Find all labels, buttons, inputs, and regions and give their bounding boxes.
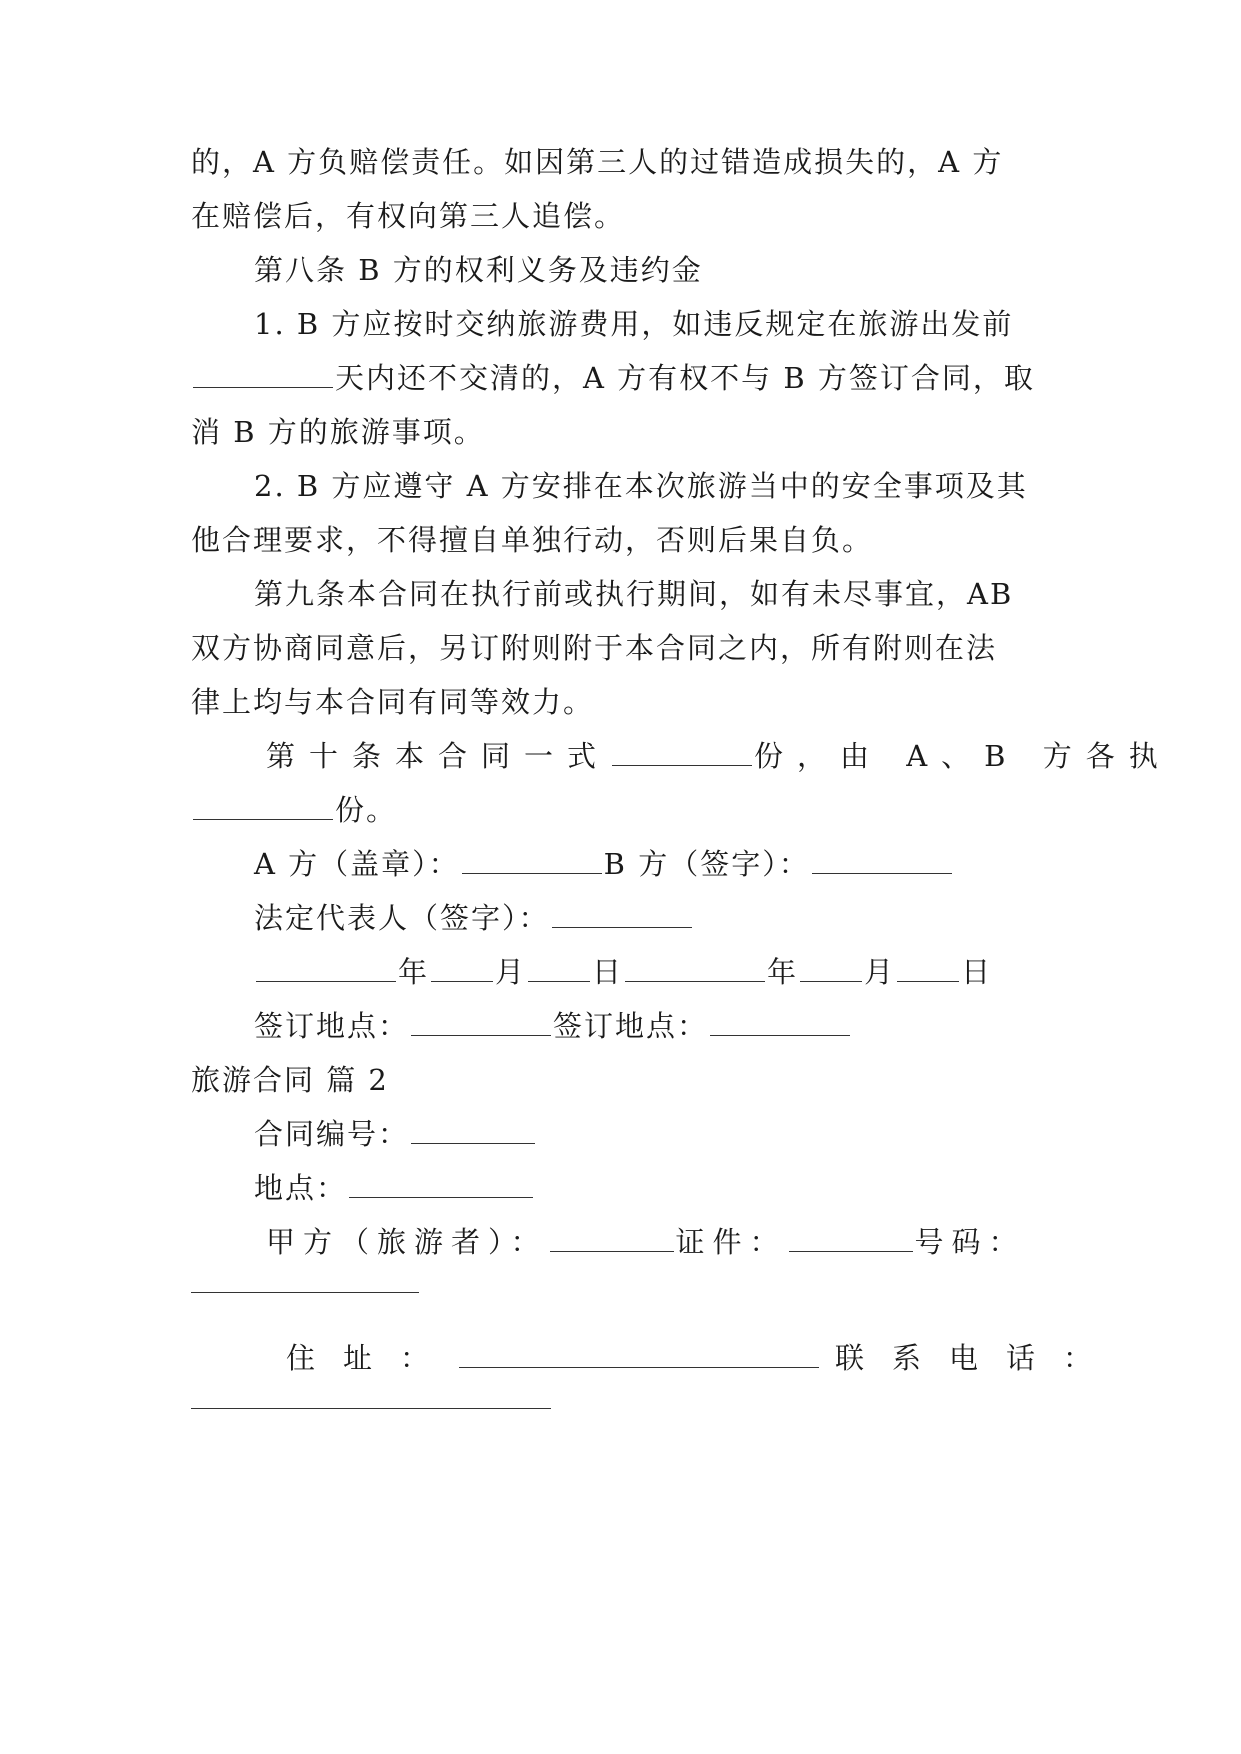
place-field-a[interactable] [411,1009,551,1036]
address-label: 住址： [286,1341,458,1375]
day-label: 日 [961,955,993,989]
article-10-line [266,736,1172,776]
year-label: 年 [398,955,430,989]
contract-no-line [254,1114,1051,1154]
day-field-a[interactable] [528,955,590,982]
paragraph-text: 天内还不交清的，A 方有权不与 B 方签订合同，取 [335,361,1035,395]
contract-no-label: 合同编号： [254,1117,410,1151]
clause10-text-b: 份，由 A、B 方各执 [754,739,1172,773]
address-line [286,1338,1121,1378]
month-label: 月 [864,955,896,989]
clause10-text-c: 份。 [335,793,398,827]
year-label: 年 [767,955,799,989]
article-8-heading: 第八条 B 方的权利义务及违约金 [254,253,703,287]
location-line [254,1168,1051,1208]
section-title: 旅游合同 篇 2 [191,1063,389,1097]
legal-rep-line [254,898,1051,938]
paragraph-line: 的，A 方负赔偿责任。如因第三人的过错造成损失的，A 方 [191,145,1004,179]
contract-no-field[interactable] [411,1117,535,1144]
party-a-label: 甲方（旅游者）： [266,1225,548,1259]
party-a-field[interactable] [550,1225,674,1252]
date-line [254,952,1051,992]
clause10-text-a: 第十条本合同一式 [266,739,611,773]
number-label: 号码： [914,1225,1026,1259]
a-seal-field[interactable] [462,847,602,874]
month-field-a[interactable] [431,955,493,982]
blank-days[interactable] [193,361,333,388]
month-label: 月 [495,955,527,989]
id-field[interactable] [789,1225,913,1252]
place-label-a: 签订地点： [254,1009,410,1043]
place-line [254,1006,1051,1046]
paragraph-line: 在赔偿后，有权向第三人追偿。 [191,199,626,233]
place-label-b: 签订地点： [553,1009,709,1043]
blank-copies-each[interactable] [193,793,333,820]
phone-label: 联系电话： [835,1341,1121,1375]
legal-rep-field[interactable] [552,901,692,928]
address-field[interactable] [459,1341,819,1368]
b-sign-label: B 方（签字）： [603,847,810,881]
paragraph-line: 2. B 方应遵守 A 方安排在本次旅游当中的安全事项及其 [254,469,1028,503]
article-9-line: 第九条本合同在执行前或执行期间，如有未尽事宜，AB [254,577,1014,611]
paragraph-line: 律上均与本合同有同等效力。 [191,685,595,719]
a-seal-label: A 方（盖章）： [254,847,460,881]
paragraph-line: 消 B 方的旅游事项。 [191,415,485,449]
signature-line [254,844,1051,884]
paragraph-line: 他合理要求，不得擅自单独行动，否则后果自负。 [191,523,874,557]
party-a-line [266,1222,1051,1262]
paragraph-line: 1. B 方应按时交纳旅游费用，如违反规定在旅游出发前 [254,307,1014,341]
day-label: 日 [592,955,624,989]
location-field[interactable] [349,1171,533,1198]
place-field-b[interactable] [710,1009,850,1036]
number-field[interactable] [191,1291,419,1293]
paragraph-line [191,358,1051,398]
legal-rep-label: 法定代表人（签字）： [254,901,550,935]
year-field-b[interactable] [625,955,765,982]
month-field-b[interactable] [800,955,862,982]
paragraph-line: 双方协商同意后，另订附则附于本合同之内，所有附则在法 [191,631,998,665]
location-label: 地点： [254,1171,348,1205]
b-sign-field[interactable] [812,847,952,874]
year-field-a[interactable] [256,955,396,982]
paragraph-line [191,790,1051,830]
blank-copies-total[interactable] [612,739,752,766]
day-field-b[interactable] [897,955,959,982]
id-label: 证件： [675,1225,787,1259]
phone-field[interactable] [191,1407,551,1409]
